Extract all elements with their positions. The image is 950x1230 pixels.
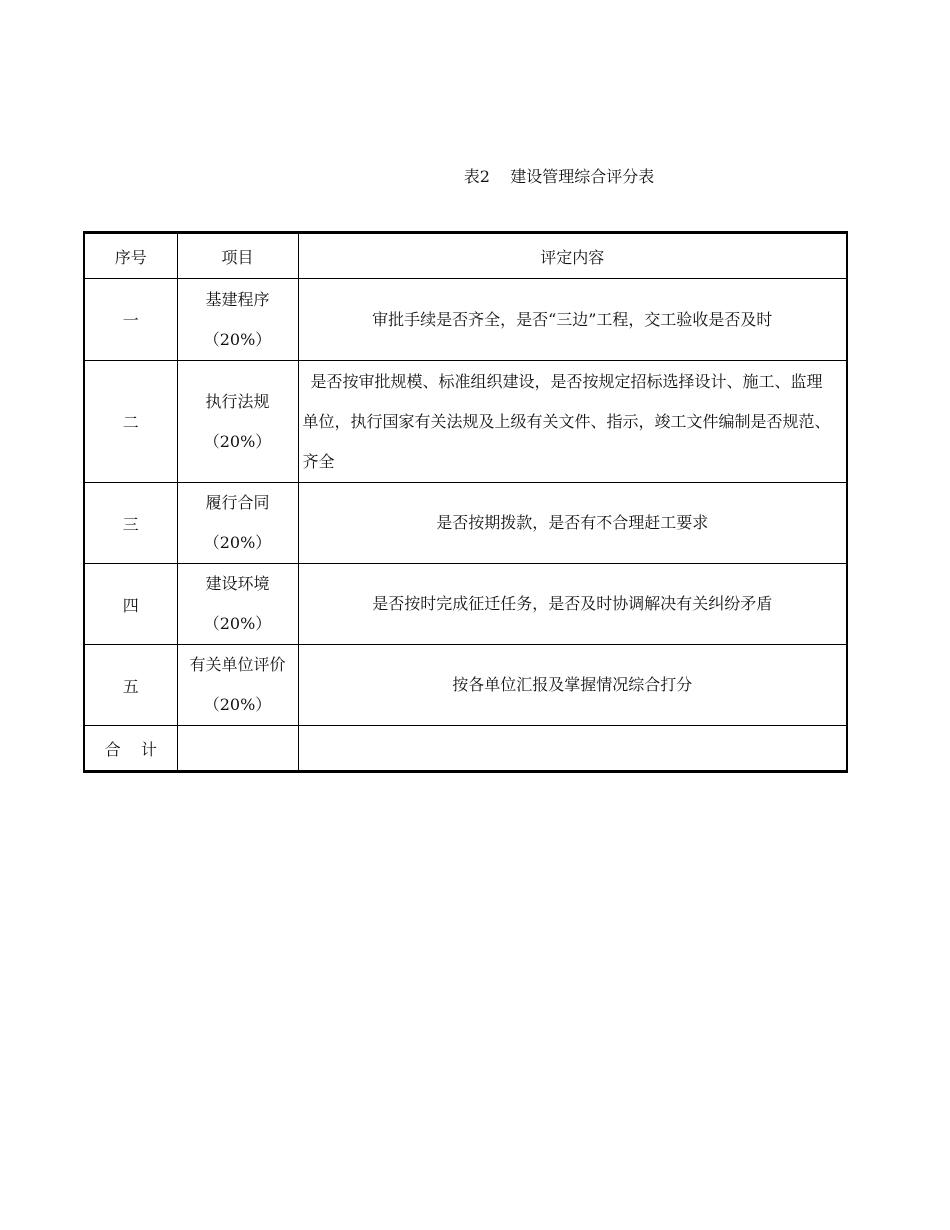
- content-text: 按各单位汇报及掌握情况综合打分: [452, 675, 693, 694]
- table-title: 表2 建设管理综合评分表: [463, 167, 655, 186]
- total-row: [84, 726, 847, 772]
- item-name: 履行合同: [205, 493, 270, 512]
- row-item: [177, 645, 298, 726]
- total-label-text: 合 计: [104, 739, 157, 759]
- item-name: 建设环境: [205, 574, 270, 593]
- item-weight: （20%）: [203, 695, 272, 714]
- row-item: [177, 483, 298, 564]
- row-content: [298, 361, 847, 483]
- total-label: [84, 726, 177, 772]
- total-content: [298, 726, 847, 772]
- row-content: [298, 645, 847, 726]
- header-content: 评定内容: [298, 233, 847, 279]
- row-item: [177, 279, 298, 361]
- row-content: [298, 279, 847, 361]
- item-weight: （20%）: [203, 431, 272, 451]
- item-name: 基建程序: [205, 289, 270, 309]
- content-text: 是否按期拨款，是否有不合理赶工要求: [436, 513, 709, 532]
- content-text: 是否按审批规模、标准组织建设，是否按规定招标选择设计、施工、监理单位，执行国家有关法规及上级有关文件、指示，竣工文件编制是否规范、齐全: [302, 371, 831, 471]
- header-no: 序号: [84, 233, 177, 279]
- row-number: 三: [84, 483, 177, 564]
- table-row: [84, 645, 847, 726]
- table-row: [84, 483, 847, 564]
- table-row: [84, 279, 847, 361]
- row-content: [298, 483, 847, 564]
- item-weight: （20%）: [203, 614, 272, 633]
- item-weight: （20%）: [203, 533, 272, 552]
- row-item: [177, 361, 298, 483]
- row-number: 四: [84, 564, 177, 645]
- content-text: 是否按时完成征迁任务，是否及时协调解决有关纠纷矛盾: [372, 594, 773, 613]
- item-name: 有关单位评价: [189, 655, 286, 674]
- row-number: 二: [84, 361, 177, 483]
- row-item: [177, 564, 298, 645]
- row-number: 五: [84, 645, 177, 726]
- item-weight: （20%）: [203, 329, 272, 349]
- table-row: [84, 361, 847, 483]
- row-content: [298, 564, 847, 645]
- table-row: [84, 564, 847, 645]
- item-name: 执行法规: [205, 391, 270, 411]
- row-number: 一: [84, 279, 177, 361]
- header-item: 项目: [177, 233, 298, 279]
- content-text: 审批手续是否齐全，是否“三边”工程，交工验收是否及时: [372, 309, 773, 329]
- total-item: [177, 726, 298, 772]
- table-header-row: [84, 233, 847, 279]
- score-table: [83, 231, 848, 773]
